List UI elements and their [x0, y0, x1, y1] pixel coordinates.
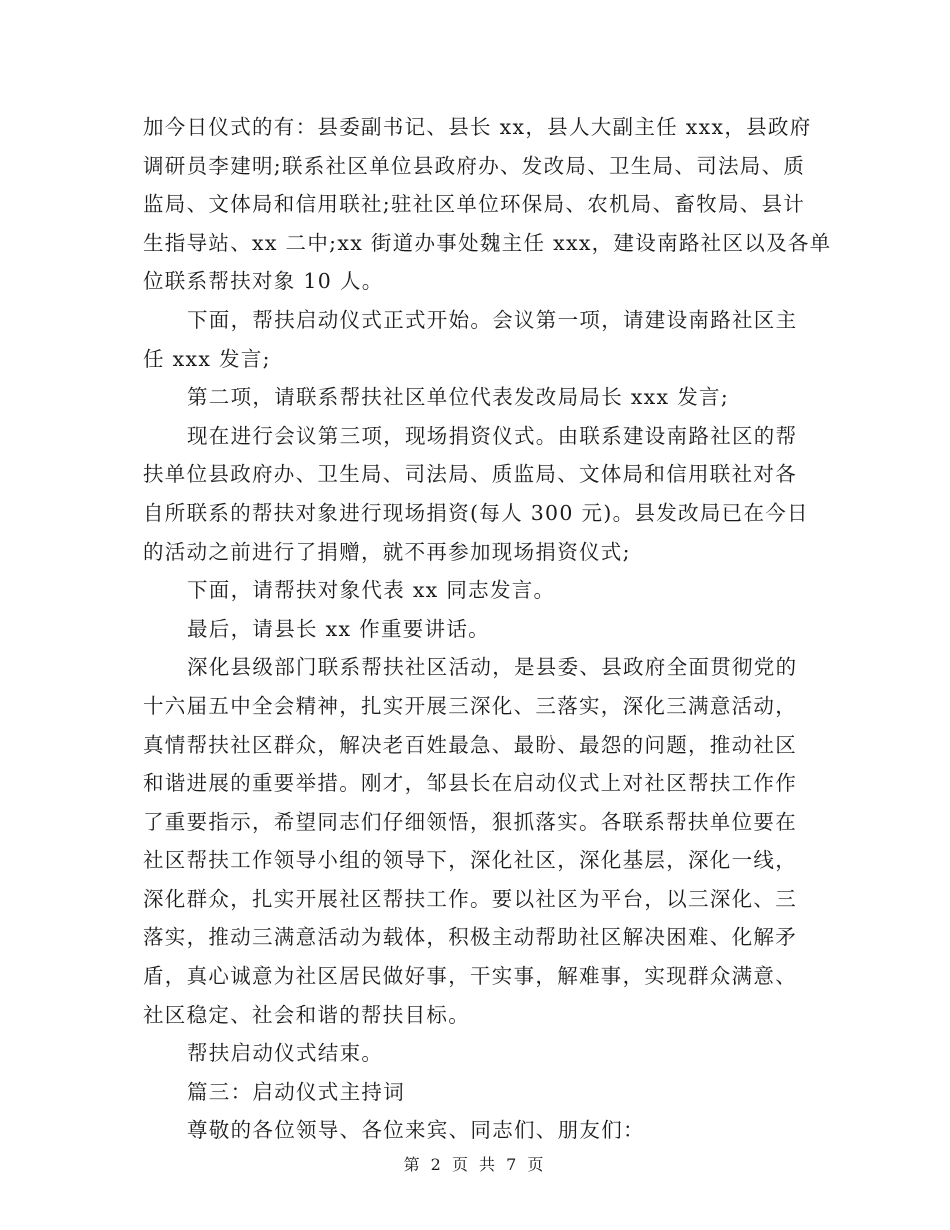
text-line: 下面，请帮扶对象代表 xx 同志发言。: [187, 578, 556, 603]
text-line: 帮扶启动仪式结束。: [187, 1041, 384, 1066]
page-footer: 第 2 页 共 7 页: [403, 1155, 547, 1174]
text-line: 任 xxx 发言;: [143, 346, 271, 371]
text-line: 生指导站、xx 二中;xx 街道办事处魏主任 xxx，建设南路社区以及各单: [143, 230, 832, 255]
text-line: 了重要指示，希望同志们仔细领悟，狠抓落实。各联系帮扶单位要在: [143, 809, 797, 834]
text-line: 扶单位县政府办、卫生局、司法局、质监局、文体局和信用联社对各: [143, 462, 797, 487]
text-line: 十六届五中全会精神，扎实开展三深化、三落实，深化三满意活动，: [143, 693, 797, 718]
text-line: 盾，真心诚意为社区居民做好事，干实事，解难事，实现群众满意、: [143, 964, 797, 989]
text-line: 落实，推动三满意活动为载体，积极主动帮助社区解决困难、化解矛: [143, 925, 797, 950]
text-line: 调研员李建明;联系社区单位县政府办、发改局、卫生局、司法局、质: [143, 153, 806, 178]
text-line: 监局、文体局和信用联社;驻社区单位环保局、农机局、畜牧局、县计: [143, 192, 806, 217]
text-line: 尊敬的各位领导、各位来宾、同志们、朋友们：: [187, 1118, 645, 1143]
text-line: 现在进行会议第三项，现场捐资仪式。由联系建设南路社区的帮: [187, 423, 798, 448]
text-line: 深化群众，扎实开展社区帮扶工作。要以社区为平台，以三深化、三: [143, 886, 797, 911]
text-line: 第二项，请联系帮扶社区单位代表发改局局长 xxx 发言;: [187, 385, 730, 410]
text-line: 自所联系的帮扶对象进行现场捐资(每人 300 元)。县发改局已在今日: [143, 500, 809, 525]
text-line: 社区稳定、社会和谐的帮扶目标。: [143, 1002, 470, 1027]
text-line: 社区帮扶工作领导小组的领导下，深化社区，深化基层，深化一线，: [143, 848, 797, 873]
text-line: 的活动之前进行了捐赠，就不再参加现场捐资仪式;: [143, 539, 631, 564]
text-line: 加今日仪式的有：县委副书记、县长 xx，县人大副主任 xxx，县政府: [143, 115, 812, 139]
text-line: 下面，帮扶启动仪式正式开始。会议第一项，请建设南路社区主: [187, 307, 798, 332]
text-line: 和谐进展的重要举措。刚才，邹县长在启动仪式上对社区帮扶工作作: [143, 771, 797, 796]
text-line: 深化县级部门联系帮扶社区活动，是县委、县政府全面贯彻党的: [187, 655, 798, 680]
text-line: 篇三：启动仪式主持词: [187, 1079, 405, 1104]
document-body: [143, 108, 832, 1150]
text-line: 最后，请县长 xx 作重要讲话。: [187, 616, 490, 641]
text-line: 真情帮扶社区群众，解决老百姓最急、最盼、最怨的问题，推动社区: [143, 732, 797, 757]
text-line: 位联系帮扶对象 10 人。: [143, 269, 384, 294]
